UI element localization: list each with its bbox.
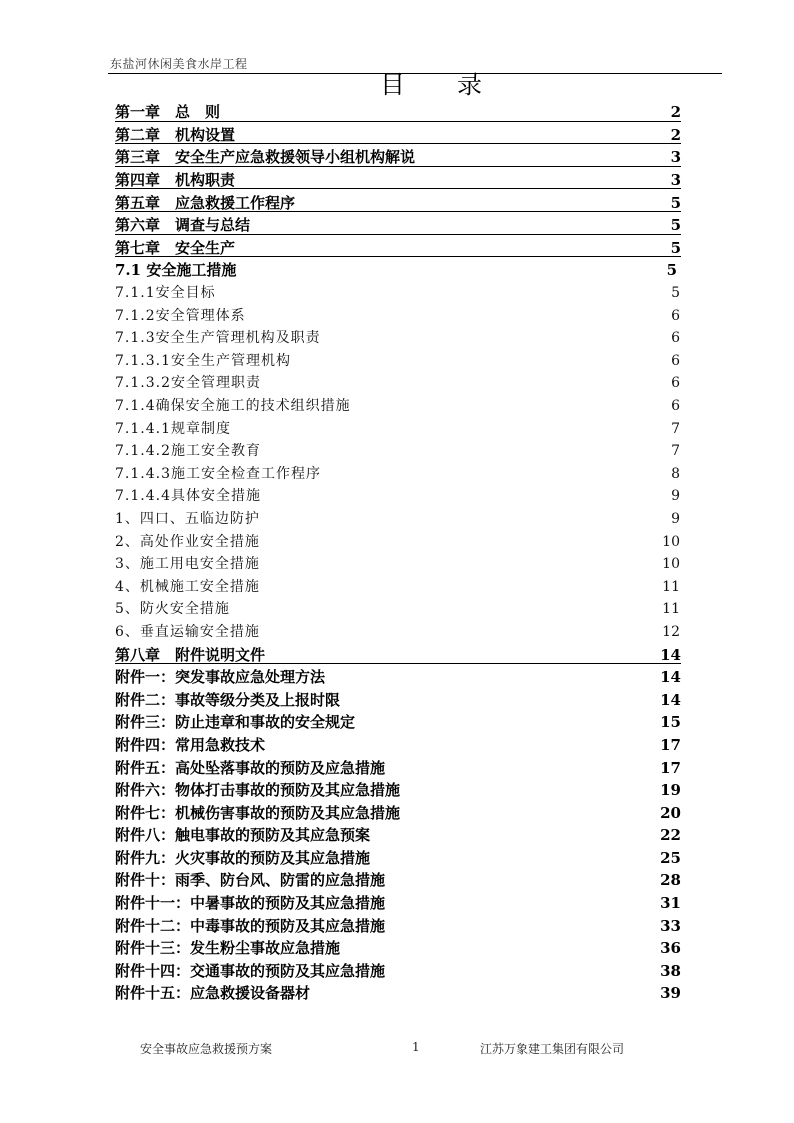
- toc-entry-title: 附件一：突发事故应急处理方法: [115, 668, 326, 687]
- page-title: 目 录: [380, 70, 504, 99]
- toc-subsection: [115, 395, 681, 418]
- toc-entry-page: 20: [660, 803, 681, 822]
- toc-entry-page: 3: [670, 148, 681, 167]
- toc-entry-title: 第四章 机构职责: [115, 171, 236, 190]
- toc-entry-title: 7.1.2安全管理体系: [115, 307, 246, 324]
- toc-entry-page: 3: [670, 171, 681, 190]
- toc-entry-title: 附件十五：应急救援设备器材: [115, 984, 311, 1003]
- toc-entry-title: 7.1.4.2施工安全教育: [115, 443, 261, 460]
- toc-entry-title: 附件四：常用急救技术: [115, 735, 266, 754]
- toc-entry-page: 14: [660, 645, 681, 664]
- toc-subsection: [115, 598, 681, 621]
- toc-entry-page: 12: [662, 623, 680, 640]
- toc-appendix: [115, 734, 681, 757]
- toc-entry-page: 6: [671, 375, 680, 392]
- toc-entry-page: 8: [671, 465, 680, 482]
- toc-entry-page: 39: [660, 984, 681, 1003]
- toc-entry-title: 7.1 安全施工措施: [115, 261, 237, 280]
- toc-subsection: [115, 440, 681, 463]
- footer-company: 江苏万象建工集团有限公司: [480, 1042, 625, 1056]
- toc-entry-title: 附件七：机械伤害事故的预防及其应急措施: [115, 803, 401, 822]
- toc-subsection: [115, 327, 681, 350]
- toc-entry-page: 6: [671, 330, 680, 347]
- toc-entry-page: 5: [670, 216, 681, 235]
- toc-appendix: [115, 982, 681, 1005]
- running-header: 东盐河休闲美食水岸工程: [110, 57, 248, 71]
- toc-entry-title: 7.1.3安全生产管理机构及职责: [115, 330, 321, 347]
- toc-chapter: [115, 146, 681, 169]
- toc-subsection: [115, 575, 681, 598]
- toc-entry-page: 15: [660, 713, 681, 732]
- toc-entry-page: 2: [670, 103, 681, 122]
- toc-entry-title: 第一章 总 则: [115, 103, 221, 122]
- toc-appendix: [115, 824, 681, 847]
- toc-entry-title: 4、机械施工安全措施: [115, 578, 260, 595]
- toc-entry-page: 19: [660, 781, 681, 800]
- toc-appendix: [115, 801, 681, 824]
- toc-entry-page: 33: [660, 916, 681, 935]
- toc-entry-page: 5: [671, 285, 680, 302]
- toc-entry-title: 附件十三：发生粉尘事故应急措施: [115, 939, 341, 958]
- toc-entry-title: 7.1.4.3施工安全检查工作程序: [115, 465, 321, 482]
- toc-appendix: [115, 914, 681, 937]
- toc-entry-page: 10: [662, 556, 680, 573]
- footer-document-title: 安全事故应急救援预方案: [140, 1042, 273, 1056]
- toc-entry-title: 附件十：雨季、防台风、防雷的应急措施: [115, 871, 386, 890]
- toc-entry-page: 17: [660, 735, 681, 754]
- toc-entry-title: 7.1.4确保安全施工的技术组织措施: [115, 398, 351, 415]
- toc-entry-title: 2、高处作业安全措施: [115, 533, 260, 550]
- toc-subsection: [115, 282, 681, 305]
- toc-entry-page: 31: [660, 894, 681, 913]
- toc-entry-page: 5: [666, 261, 677, 280]
- toc-entry-page: 17: [660, 758, 681, 777]
- toc-appendix: [115, 960, 681, 983]
- toc-entry-page: 5: [670, 193, 681, 212]
- toc-subsection: [115, 508, 681, 531]
- toc-appendix: [115, 892, 681, 915]
- toc-appendix: [115, 666, 681, 689]
- toc-appendix: [115, 847, 681, 870]
- toc-entry-page: 5: [670, 238, 681, 257]
- toc-entry-page: 25: [660, 848, 681, 867]
- toc-appendix: [115, 688, 681, 711]
- toc-entry-page: 7: [671, 420, 680, 437]
- toc-entry-title: 附件五：高处坠落事故的预防及应急措施: [115, 758, 386, 777]
- toc-entry-title: 附件十一：中暑事故的预防及其应急措施: [115, 894, 386, 913]
- toc-entry-page: 11: [662, 578, 680, 595]
- toc-chapter: [115, 101, 681, 124]
- toc-appendix: [115, 756, 681, 779]
- toc-entry-title: 3、施工用电安全措施: [115, 556, 260, 573]
- toc-subsection: [115, 350, 681, 373]
- toc-chapter: [115, 124, 681, 147]
- toc-entry-page: 11: [662, 601, 680, 618]
- toc-entry-page: 14: [660, 690, 681, 709]
- toc-appendix: [115, 937, 681, 960]
- toc-subsection: [115, 417, 681, 440]
- toc-entry-title: 第三章 安全生产应急救援领导小组机构解说: [115, 148, 416, 167]
- toc-chapter: [115, 643, 681, 666]
- toc-entry-title: 附件九：火灾事故的预防及其应急措施: [115, 848, 371, 867]
- toc-entry-title: 第六章 调查与总结: [115, 216, 251, 235]
- toc-subsection: [115, 463, 681, 486]
- toc-entry-page: 14: [660, 668, 681, 687]
- toc-subsection: [115, 621, 681, 644]
- toc-subsection: [115, 485, 681, 508]
- toc-entry-page: 6: [671, 352, 680, 369]
- toc-subsection: [115, 304, 681, 327]
- toc-entry-page: 22: [660, 826, 681, 845]
- toc-entry-title: 7.1.3.2安全管理职责: [115, 375, 261, 392]
- toc-entry-title: 7.1.1安全目标: [115, 285, 216, 302]
- toc-entry-title: 5、防火安全措施: [115, 601, 230, 618]
- toc-entry-title: 附件三：防止违章和事故的安全规定: [115, 713, 356, 732]
- toc-entry-title: 1、四口、五临边防护: [115, 510, 260, 527]
- toc-entry-title: 第二章 机构设置: [115, 125, 236, 144]
- toc-entry-page: 9: [671, 510, 680, 527]
- toc-entry-title: 7.1.3.1安全生产管理机构: [115, 352, 291, 369]
- toc-entry-title: 第五章 应急救援工作程序: [115, 193, 296, 212]
- toc-chapter: [115, 191, 681, 214]
- toc-appendix: [115, 711, 681, 734]
- toc-entry-page: 38: [660, 961, 681, 980]
- toc-entry-title: 附件八：触电事故的预防及其应急预案: [115, 826, 371, 845]
- toc-chapter: [115, 214, 681, 237]
- toc-entry-title: 附件十二：中毒事故的预防及其应急措施: [115, 916, 386, 935]
- toc-entry-page: 6: [671, 398, 680, 415]
- toc-entry-title: 附件十四：交通事故的预防及其应急措施: [115, 961, 386, 980]
- toc-entry-title: 附件六：物体打击事故的预防及其应急措施: [115, 781, 401, 800]
- toc-section: [115, 259, 681, 282]
- toc-entry-title: 7.1.4.1规章制度: [115, 420, 231, 437]
- toc-entry-page: 2: [670, 125, 681, 144]
- toc-chapter: [115, 169, 681, 192]
- toc-subsection: [115, 553, 681, 576]
- toc-entry-title: 第七章 安全生产: [115, 238, 236, 257]
- toc-entry-page: 6: [671, 307, 680, 324]
- toc-appendix: [115, 779, 681, 802]
- toc-entry-title: 第八章 附件说明文件: [115, 645, 266, 664]
- toc-subsection: [115, 530, 681, 553]
- table-of-contents: [115, 101, 681, 1005]
- toc-appendix: [115, 869, 681, 892]
- toc-entry-page: 36: [660, 939, 681, 958]
- footer-page-number: 1: [412, 1040, 420, 1054]
- toc-entry-title: 附件二：事故等级分类及上报时限: [115, 690, 341, 709]
- toc-subsection: [115, 372, 681, 395]
- toc-entry-title: 7.1.4.4具体安全措施: [115, 488, 261, 505]
- toc-entry-page: 28: [660, 871, 681, 890]
- toc-chapter: [115, 237, 681, 260]
- toc-entry-page: 9: [671, 488, 680, 505]
- toc-entry-title: 6、垂直运输安全措施: [115, 623, 260, 640]
- toc-entry-page: 7: [671, 443, 680, 460]
- toc-entry-page: 10: [662, 533, 680, 550]
